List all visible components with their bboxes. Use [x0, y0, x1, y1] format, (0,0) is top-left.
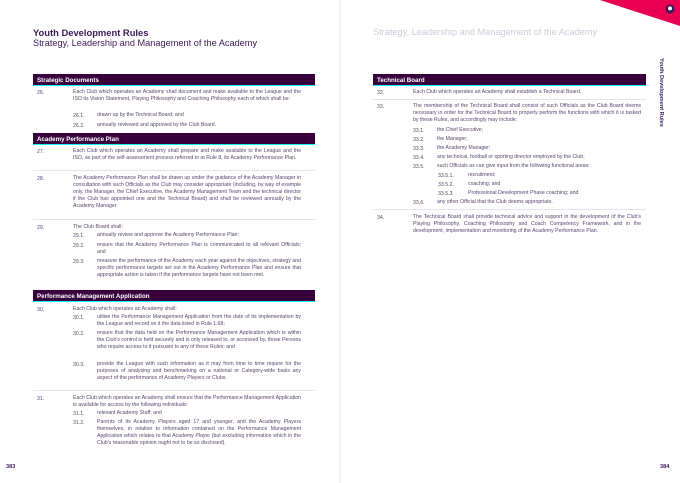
right-page — [340, 0, 680, 483]
sub-rule-number: 30.3. — [73, 362, 85, 368]
sub-rule-text: relevant Academy Staff; and — [97, 410, 162, 416]
rule-number: 33. — [377, 104, 385, 110]
rule-number: 31. — [37, 396, 45, 402]
sub-rule-number: 33.2. — [413, 137, 425, 143]
section-heading-performance-management-application: Performance Management Application — [33, 290, 315, 302]
divider — [33, 219, 315, 220]
side-tab — [652, 58, 666, 158]
rule-number: 32. — [377, 90, 385, 96]
rule-number: 29. — [37, 225, 45, 231]
sub-rule-number: 29.1. — [73, 233, 85, 239]
sub-sub-rule-text: recruitment; — [468, 172, 496, 178]
sub-rule-text: the Manager; — [437, 136, 468, 142]
sub-rule-text: measure the performance of the Academy each year against the objectives, strategy and specific performance targets set out in the Academy Performance Plan and ensure that appropriate action is taken if the performance targets have not been met. — [97, 258, 301, 278]
sub-rule-text: annually review and approve the Academy Performance Plan; — [97, 232, 239, 238]
rule-number: 28. — [37, 176, 45, 182]
sub-rule-text: annually reviewed and approved by the Club Board. — [97, 122, 217, 128]
sub-rule-number: 26.1. — [73, 113, 85, 119]
sub-rule-number: 33.4. — [413, 155, 425, 161]
rule-text: Each Club which operates an Academy shall: — [73, 306, 177, 312]
side-tab-label: Youth Development Rules — [658, 58, 664, 127]
running-head: Strategy, Leadership and Management of the Academy — [373, 27, 598, 37]
lion-logo-face — [668, 6, 672, 10]
sub-rule-text: ensure that the data held on the Performance Management Application which is within the Club's control is held securely and is only released to, or accessed by, those Persons who require access to it pursuant to any of these Rules; and — [97, 330, 301, 350]
sub-rule-text: any technical, football or sporting director employed by the Club; — [437, 154, 585, 160]
section-subtitle: Strategy, Leadership and Management of the Academy — [33, 38, 258, 48]
sub-rule-number: 33.3. — [413, 146, 425, 152]
rule-text: Each Club which operates an Academy shall establish a Technical Board. — [413, 89, 582, 95]
sub-rule-number: 30.2. — [73, 331, 85, 337]
rule-number: 34. — [377, 215, 385, 221]
sub-rule-number: 33.1. — [413, 128, 425, 134]
sub-rule-text: provide the League with such information as it may from time to time require for the purposes of analysing and benchmarking on a national or Category-wide basis any aspect of the performance of Academy Players or Clubs. — [97, 361, 301, 381]
section-heading-strategic-documents: Strategic Documents — [33, 74, 315, 86]
rule-text: Each Club which operates an Academy shall ensure that the Performance Management Application is available for access by the following individuals: — [73, 395, 301, 408]
rule-text: The Academy Performance Plan shall be drawn up under the guidance of the Academy Manager in consultation with such Officials as the Club may consider appropriate (including, by way of example only, the Manager, the Chief Executive, the Academy Management Team and the technical director if the Club has appointed one and the Technical Board) and shall be reviewed annually by the Academy Manager. — [73, 175, 301, 209]
sub-sub-rule-number: 33.5.2. — [438, 182, 454, 188]
divider — [33, 390, 315, 391]
corner-brand-graphic — [600, 0, 680, 26]
sub-rule-number: 29.3. — [73, 259, 85, 265]
sub-rule-text: utilise the Performance Management Application from the date of its implementation by the League and record on it the data listed in Rule 1.68; — [97, 314, 301, 327]
sub-rule-number: 30.1. — [73, 315, 85, 321]
sub-rule-text: drawn up by the Technical Board; and — [97, 112, 184, 118]
sub-rule-number: 33.5. — [413, 164, 425, 170]
sub-rule-number: 29.2. — [73, 243, 85, 249]
rule-number: 27. — [37, 149, 45, 155]
rule-text: The Technical Board shall provide technical advice and support in the development of the Club's Playing Philosophy, Coaching Philosophy and Coach Competency Framework, and in the development, implementation and monitoring of the Academy Performance Plan. — [413, 214, 641, 234]
rule-text: The membership of the Technical Board shall consist of such Officials as the Club Board deems necessary in order for the Technical Board to properly perform the functions with which it is tasked by these Rules, and accordingly may include: — [413, 103, 641, 123]
rule-text: Each Club which operates an Academy shall prepare and make available to the League and the ISO, as part of the self-assessment process referred to at Rule 8, its Academy Performance Plan. — [73, 148, 301, 161]
sub-rule-number: 26.2. — [73, 123, 85, 129]
section-heading-academy-performance-plan: Academy Performance Plan — [33, 133, 315, 145]
rule-number: 30. — [37, 307, 45, 313]
divider — [33, 170, 315, 171]
rule-text: Each Club which operates an Academy shall document and make available to the League and the ISO its Vision Statement, Playing Philosophy and Coaching Philosophy each of which shall be: — [73, 89, 301, 102]
sub-rule-number: 31.1. — [73, 411, 85, 417]
sub-rule-text: ensure that the Academy Performance Plan is communicated to all relevant Officials; and — [97, 242, 301, 255]
sub-sub-rule-text: coaching; and — [468, 181, 501, 187]
divider — [373, 209, 646, 210]
sub-sub-rule-number: 33.5.1. — [438, 173, 454, 179]
sub-rule-text: the Academy Manager; — [437, 145, 491, 151]
rule-text: The Club Board shall: — [73, 224, 123, 230]
sub-sub-rule-number: 33.5.3. — [438, 191, 454, 197]
sub-rule-text: such Officials as can give input from the following functional areas: — [437, 163, 590, 169]
sub-rule-number: 31.2. — [73, 420, 85, 426]
sub-rule-text: Parents of its Academy Players aged 17 and younger, and the Academy Players themselves, in relation to information contained on the Performance Management Application which relates to that Academy Player (but excluding information which in the Club's reasonable opinion ought not to be so disclosed). — [97, 419, 301, 446]
divider — [373, 99, 646, 100]
page-number-left: 383 — [6, 464, 16, 470]
page-number-right: 384 — [660, 464, 670, 470]
rule-number: 26. — [37, 90, 45, 96]
sub-rule-text: the Chief Executive; — [437, 127, 484, 133]
sub-rule-text: any other Official that the Club deems appropriate. — [437, 199, 553, 205]
section-heading-technical-board: Technical Board — [373, 74, 646, 86]
sub-sub-rule-text: Professional Development Phase coaching; and — [468, 190, 579, 196]
sub-rule-number: 33.6. — [413, 200, 425, 206]
document-title: Youth Development Rules — [33, 27, 149, 38]
